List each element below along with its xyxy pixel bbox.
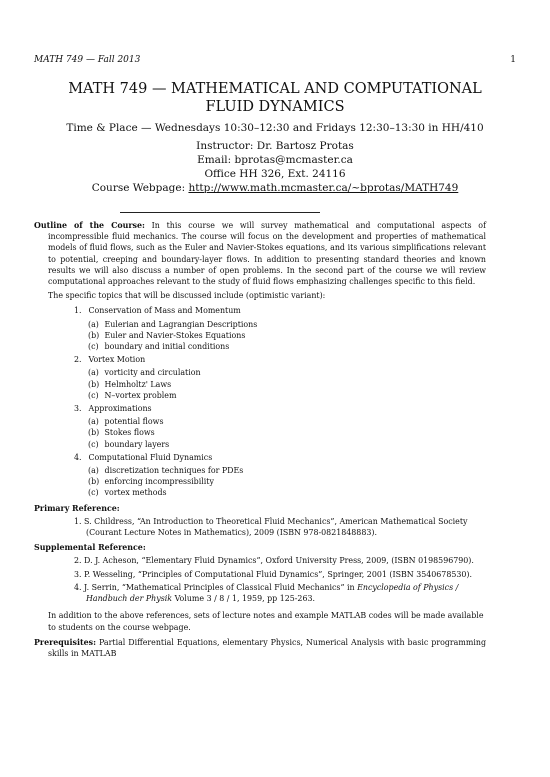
course-term: MATH 749 — Fall 2013: [34, 55, 141, 65]
primary-reference-list: [74, 516, 486, 538]
subtopic-letter: (b): [88, 379, 100, 389]
divider-rule: [120, 212, 320, 213]
subtopic-text: Euler and Navier-Stokes Equations: [104, 330, 246, 340]
topic-item: [74, 403, 486, 450]
supplemental-reference-heading: Supplemental Reference:: [34, 543, 146, 553]
subtopic-item: [88, 341, 486, 352]
supplemental-reference-list: [74, 555, 486, 604]
prerequisites-paragraph: [34, 637, 486, 659]
subtopic-letter: (c): [88, 390, 99, 400]
topic-heading: [74, 452, 486, 463]
course-title-line1: MATH 749 — MATHEMATICAL AND COMPUTATIONAL: [68, 81, 482, 97]
subtopic-letter: (b): [88, 330, 100, 340]
subtopic-text: vorticity and circulation: [104, 368, 201, 378]
subtopic-text: Helmholtz' Laws: [104, 379, 172, 389]
primary-reference-heading: Primary Reference:: [34, 503, 120, 513]
subtopic-item: [88, 476, 486, 487]
subtopic-item: [88, 427, 486, 438]
topic-list: [74, 305, 486, 498]
subtopic-letter: (a): [88, 466, 99, 476]
subtopic-item: [88, 439, 486, 450]
topic-number: 2.: [74, 355, 82, 365]
reference-number: 4.: [74, 582, 82, 592]
topic-heading: [74, 305, 486, 316]
subtopic-list: [88, 367, 486, 401]
subtopic-letter: (a): [88, 319, 99, 329]
contact-info: [34, 139, 516, 195]
topics-intro: The specific topics that will be discussed include (optimistic variant):: [48, 291, 326, 301]
subtopic-text: N–vortex problem: [104, 390, 177, 400]
reference-text: S. Childress, “An Introduction to Theoretical Fluid Mechanics”, American Mathematical Society (Courant Lecture Notes in Mathematics), 2009 (ISBN 978-0821848883).: [84, 516, 468, 538]
subtopic-text: enforcing incompressibility: [104, 477, 214, 487]
reference-text: P. Wesseling, “Principles of Computational Fluid Dynamics”, Springer, 2001 (ISBN 3540678530).: [84, 569, 472, 579]
topic-item: [74, 452, 486, 499]
subtopic-text: boundary and initial conditions: [104, 342, 230, 352]
topic-title: Conservation of Mass and Momentum: [88, 306, 241, 316]
subtopic-item: [88, 367, 486, 378]
subtopic-text: boundary layers: [104, 439, 170, 449]
subtopic-text: Eulerian and Lagrangian Descriptions: [104, 319, 258, 329]
subtopic-text: vortex methods: [104, 488, 167, 498]
subtopic-item: [88, 416, 486, 427]
topic-number: 4.: [74, 452, 82, 462]
topic-title: Vortex Motion: [88, 355, 146, 365]
subtopic-letter: (c): [88, 488, 99, 498]
subtopic-item: [88, 330, 486, 341]
subtopic-list: [88, 465, 486, 499]
subtopic-text: potential flows: [104, 417, 164, 427]
subtopic-item: [88, 487, 486, 498]
instructor: Instructor: Dr. Bartosz Protas: [196, 140, 354, 152]
subtopic-letter: (b): [88, 428, 100, 438]
topic-title: Computational Fluid Dynamics: [88, 452, 213, 462]
webpage-label: Course Webpage:: [91, 182, 189, 194]
prerequisites-text: Partial Differential Equations, elementary Physics, Numerical Analysis with basic programming skills in MATLAB: [48, 637, 486, 658]
subtopic-letter: (a): [88, 368, 99, 378]
topic-item: [74, 354, 486, 401]
subtopic-item: [88, 465, 486, 476]
page-number: 1: [510, 55, 516, 65]
subtopic-list: [88, 416, 486, 450]
office: Office HH 326, Ext. 24116: [204, 168, 346, 180]
reference-number: 1.: [74, 516, 82, 526]
reference-item: [74, 569, 486, 580]
subtopic-list: [88, 319, 486, 353]
title-block: [34, 80, 516, 195]
subtopic-item: [88, 379, 486, 390]
course-title: [34, 80, 516, 116]
reference-number: 2.: [74, 556, 82, 566]
prerequisites-heading: Prerequisites:: [34, 637, 97, 647]
outline-heading: Outline of the Course:: [34, 221, 145, 230]
email: Email: bprotas@mcmaster.ca: [197, 154, 353, 166]
webpage-link[interactable]: http://www.math.mcmaster.ca/~bprotas/MATH749: [188, 182, 459, 194]
reference-text: J. Serrin, “Mathematical Principles of Classical Fluid Mechanics” in: [84, 582, 358, 592]
time-place: Time & Place — Wednesdays 10:30–12:30 and Fridays 12:30–13:30 in HH/410: [66, 122, 484, 134]
reference-item: [74, 516, 486, 538]
subtopic-letter: (b): [88, 477, 100, 487]
outline-paragraph: [34, 220, 486, 287]
reference-encyclopedia-title: Encyclopedia of Physics / Handbuch der Physik: [86, 582, 459, 604]
topic-number: 3.: [74, 404, 82, 414]
course-title-line2: FLUID DYNAMICS: [205, 99, 345, 115]
subtopic-letter: (c): [88, 439, 99, 449]
subtopic-letter: (c): [88, 342, 99, 352]
body-text: [34, 220, 486, 662]
topic-number: 1.: [74, 306, 82, 316]
materials-note: In addition to the above references, sets of lecture notes and example MATLAB codes will be made available to students on the course webpage.: [48, 611, 484, 632]
topic-heading: [74, 403, 486, 414]
reference-item: [74, 582, 486, 604]
subtopic-letter: (a): [88, 417, 99, 427]
reference-item: [74, 555, 486, 566]
course-webpage: [34, 181, 516, 195]
reference-text: D. J. Acheson, “Elementary Fluid Dynamics”, Oxford University Press, 2009, (ISBN 0198596790).: [84, 556, 474, 566]
topic-heading: [74, 354, 486, 365]
outline-text: In this course we will survey mathematical and computational aspects of incompressible fluid mechanics. The course will focus on the development and properties of mathematical models of fluid flows, such as the Euler and Navier-Stokes equations, and its various simplifications relevant to potential, creeping and boundary-layer flows. In addition to presenting standard theories and known results we will also discuss a number of open problems. In the second part of the course we will review computational approaches relevant to the study of fluid flows emphasizing challenges specific to this field.: [48, 221, 486, 287]
subtopic-item: [88, 390, 486, 401]
subtopic-text: discretization techniques for PDEs: [104, 466, 244, 476]
topic-item: [74, 305, 486, 352]
subtopic-item: [88, 319, 486, 330]
subtopic-text: Stokes flows: [104, 428, 155, 438]
reference-number: 3.: [74, 569, 82, 579]
reference-text-tail: Volume 3 / 8 / 1, 1959, pp 125-263.: [172, 594, 316, 604]
topic-title: Approximations: [88, 404, 152, 414]
running-header: [34, 55, 516, 65]
